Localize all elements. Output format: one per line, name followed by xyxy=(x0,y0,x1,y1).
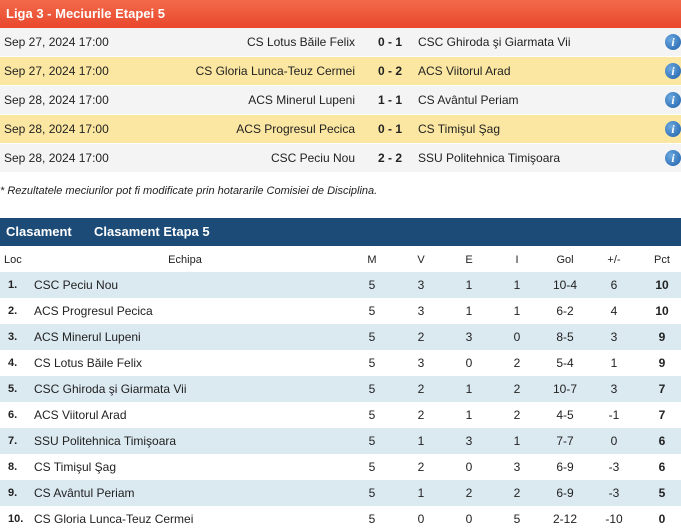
col-pct: Pct xyxy=(654,254,670,266)
standing-team[interactable]: CSC Ghiroda şi Giarmata Vii xyxy=(34,382,187,396)
standing-losses: 1 xyxy=(513,434,521,448)
standing-position: 2. xyxy=(8,305,18,317)
standing-goals: 5-4 xyxy=(556,356,574,370)
match-score: 2 - 2 xyxy=(377,151,402,165)
standing-wins: 3 xyxy=(417,356,425,370)
col-diff: +/- xyxy=(607,254,621,266)
standing-losses: 2 xyxy=(513,408,521,422)
standing-goals: 4-5 xyxy=(556,408,574,422)
col-team: Echipa xyxy=(168,254,202,266)
match-row xyxy=(0,57,681,85)
standing-goal-diff: -3 xyxy=(608,486,620,500)
match-away-team[interactable]: ACS Viitorul Arad xyxy=(418,64,511,78)
info-icon[interactable]: i xyxy=(665,150,681,166)
info-icon[interactable]: i xyxy=(665,34,681,50)
standing-team[interactable]: CS Lotus Băile Felix xyxy=(34,356,143,370)
standing-draws: 1 xyxy=(465,304,473,318)
standing-position: 6. xyxy=(8,409,18,421)
standing-goals: 2-12 xyxy=(552,512,578,526)
match-row xyxy=(0,115,681,143)
standing-goal-diff: -3 xyxy=(608,460,620,474)
standing-goal-diff: 0 xyxy=(610,434,618,448)
standing-wins: 3 xyxy=(417,278,425,292)
match-row xyxy=(0,144,681,172)
match-home-team[interactable]: ACS Progresul Pecica xyxy=(236,122,355,136)
standing-played: 5 xyxy=(368,330,376,344)
match-score: 1 - 1 xyxy=(377,93,402,107)
standing-draws: 1 xyxy=(465,408,473,422)
standing-draws: 0 xyxy=(465,460,473,474)
match-date: Sep 28, 2024 17:00 xyxy=(4,93,109,107)
standing-played: 5 xyxy=(368,278,376,292)
standing-goal-diff: -10 xyxy=(605,512,623,526)
standing-draws: 3 xyxy=(465,434,473,448)
standing-team[interactable]: CS Timişul Şag xyxy=(34,460,117,474)
standing-goals: 10-7 xyxy=(552,382,578,396)
standing-draws: 3 xyxy=(465,330,473,344)
standing-losses: 2 xyxy=(513,382,521,396)
standing-points: 7 xyxy=(658,382,666,396)
standing-team[interactable]: CSC Peciu Nou xyxy=(34,278,119,292)
standing-goals: 7-7 xyxy=(556,434,574,448)
standing-points: 5 xyxy=(658,486,666,500)
standing-position: 3. xyxy=(8,331,18,343)
standing-team[interactable]: CS Avântul Periam xyxy=(34,486,135,500)
match-score: 0 - 1 xyxy=(377,35,402,49)
standing-wins: 2 xyxy=(417,330,425,344)
match-away-team[interactable]: CS Timişul Şag xyxy=(418,122,501,136)
standing-goals: 10-4 xyxy=(552,278,578,292)
standing-row xyxy=(0,324,681,350)
standings-header xyxy=(0,218,681,246)
col-gol: Gol xyxy=(556,254,574,266)
standing-row xyxy=(0,272,681,298)
standing-team[interactable]: ACS Viitorul Arad xyxy=(34,408,127,422)
standing-row xyxy=(0,506,681,532)
standing-played: 5 xyxy=(368,434,376,448)
standing-wins: 1 xyxy=(417,486,425,500)
standing-wins: 2 xyxy=(417,382,425,396)
info-icon[interactable]: i xyxy=(665,121,681,137)
standing-losses: 3 xyxy=(513,460,521,474)
col-loc: Loc xyxy=(4,254,22,266)
standing-goal-diff: 3 xyxy=(610,382,618,396)
match-away-team[interactable]: CSC Ghiroda şi Giarmata Vii xyxy=(418,35,571,49)
match-date: Sep 28, 2024 17:00 xyxy=(4,122,109,136)
standing-draws: 1 xyxy=(465,278,473,292)
standing-position: 1. xyxy=(8,279,18,291)
match-home-team[interactable]: ACS Minerul Lupeni xyxy=(248,93,355,107)
disclaimer-note: * Rezultatele meciurilor pot fi modificate prin hotararile Comisiei de Disciplina. xyxy=(0,185,378,197)
standing-goals: 6-9 xyxy=(556,486,574,500)
standing-points: 0 xyxy=(658,512,666,526)
standing-team[interactable]: CS Gloria Lunca-Teuz Cermei xyxy=(34,512,194,526)
standing-goals: 6-2 xyxy=(556,304,574,318)
standing-played: 5 xyxy=(368,356,376,370)
standing-losses: 2 xyxy=(513,356,521,370)
col-m: M xyxy=(367,254,377,266)
match-row xyxy=(0,28,681,56)
match-date: Sep 27, 2024 17:00 xyxy=(4,64,109,78)
standing-points: 9 xyxy=(658,330,666,344)
standing-points: 10 xyxy=(655,304,669,318)
standing-played: 5 xyxy=(368,408,376,422)
standings-column-headers xyxy=(0,248,681,272)
tab-clasament[interactable]: Clasament xyxy=(6,224,72,239)
standing-wins: 1 xyxy=(417,434,425,448)
standing-wins: 2 xyxy=(417,408,425,422)
standing-played: 5 xyxy=(368,486,376,500)
standing-row xyxy=(0,454,681,480)
standing-row xyxy=(0,428,681,454)
standing-losses: 1 xyxy=(513,278,521,292)
standing-played: 5 xyxy=(368,304,376,318)
standing-points: 9 xyxy=(658,356,666,370)
standing-goal-diff: 1 xyxy=(610,356,618,370)
standing-wins: 2 xyxy=(417,460,425,474)
standing-draws: 2 xyxy=(465,486,473,500)
standing-draws: 1 xyxy=(465,382,473,396)
info-icon[interactable]: i xyxy=(665,63,681,79)
match-away-team[interactable]: CS Avântul Periam xyxy=(418,93,519,107)
match-date: Sep 27, 2024 17:00 xyxy=(4,35,109,49)
standing-points: 10 xyxy=(655,278,669,292)
col-e: E xyxy=(465,254,473,266)
standing-row xyxy=(0,480,681,506)
standing-played: 5 xyxy=(368,382,376,396)
standing-position: 10. xyxy=(8,513,24,525)
standing-position: 9. xyxy=(8,487,18,499)
standing-draws: 0 xyxy=(465,512,473,526)
standing-goal-diff: 4 xyxy=(610,304,618,318)
standing-wins: 0 xyxy=(417,512,425,526)
match-date: Sep 28, 2024 17:00 xyxy=(4,151,109,165)
standing-team[interactable]: ACS Minerul Lupeni xyxy=(34,330,141,344)
standing-row xyxy=(0,402,681,428)
standing-draws: 0 xyxy=(465,356,473,370)
standing-losses: 0 xyxy=(513,330,521,344)
match-home-team[interactable]: CS Gloria Lunca-Teuz Cermei xyxy=(195,64,355,78)
standing-goal-diff: -1 xyxy=(608,408,620,422)
standing-losses: 2 xyxy=(513,486,521,500)
standing-played: 5 xyxy=(368,460,376,474)
info-icon[interactable]: i xyxy=(665,92,681,108)
standing-goals: 8-5 xyxy=(556,330,574,344)
standing-points: 7 xyxy=(658,408,666,422)
standing-position: 5. xyxy=(8,383,18,395)
standing-row xyxy=(0,376,681,402)
tab-clasament-etapa[interactable]: Clasament Etapa 5 xyxy=(94,224,210,239)
standing-points: 6 xyxy=(658,434,666,448)
standing-wins: 3 xyxy=(417,304,425,318)
col-v: V xyxy=(417,254,425,266)
standing-team[interactable]: ACS Progresul Pecica xyxy=(34,304,153,318)
standing-losses: 5 xyxy=(513,512,521,526)
match-home-team[interactable]: CS Lotus Băile Felix xyxy=(246,35,355,49)
match-score: 0 - 1 xyxy=(377,122,402,136)
standing-goal-diff: 6 xyxy=(610,278,618,292)
standing-position: 4. xyxy=(8,357,18,369)
standing-row xyxy=(0,298,681,324)
match-home-team[interactable]: CSC Peciu Nou xyxy=(270,151,355,165)
standing-position: 8. xyxy=(8,461,18,473)
league-header: Liga 3 - Meciurile Etapei 5 xyxy=(0,0,681,28)
standing-goals: 6-9 xyxy=(556,460,574,474)
match-away-team[interactable]: SSU Politehnica Timişoara xyxy=(418,151,561,165)
standing-losses: 1 xyxy=(513,304,521,318)
standing-row xyxy=(0,350,681,376)
match-score: 0 - 2 xyxy=(377,64,402,78)
standing-points: 6 xyxy=(658,460,666,474)
col-i: I xyxy=(515,254,519,266)
standing-goal-diff: 3 xyxy=(610,330,618,344)
standing-position: 7. xyxy=(8,435,18,447)
standing-team[interactable]: SSU Politehnica Timişoara xyxy=(34,434,177,448)
match-row xyxy=(0,86,681,114)
standing-played: 5 xyxy=(368,512,376,526)
